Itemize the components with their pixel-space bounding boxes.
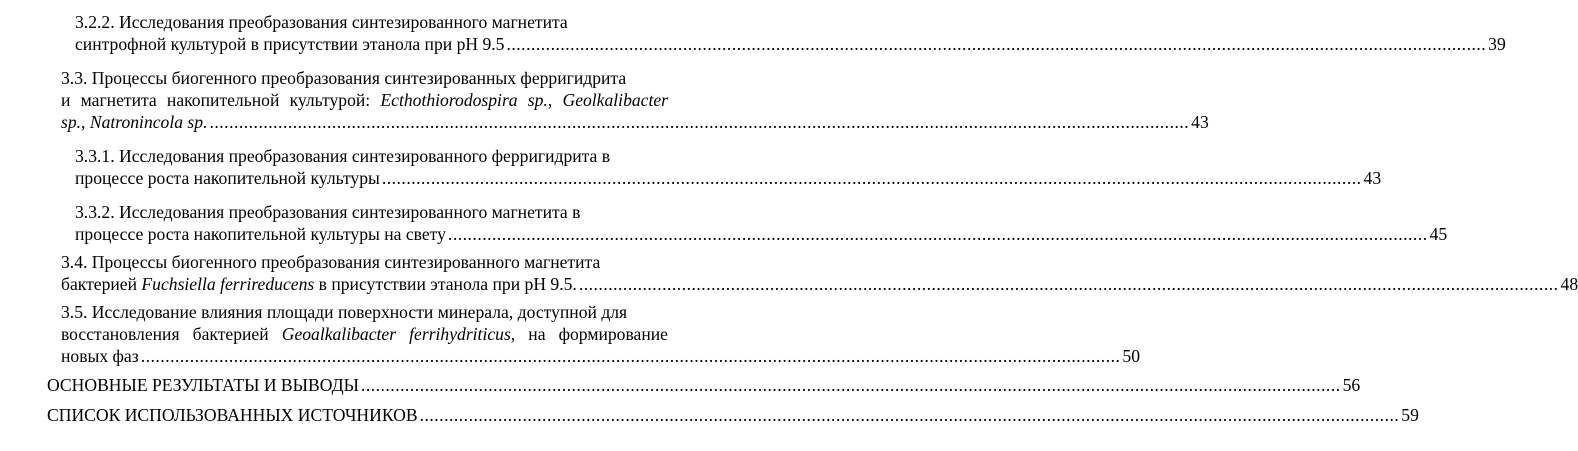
toc-text-fragment: и магнетита накопительной культурой: — [61, 90, 381, 110]
dot-leader: ........................................................................................................................................................................................................ — [360, 375, 1341, 395]
toc-page-number: 50 — [1122, 346, 1140, 366]
toc-entry-3-3-1[interactable] — [75, 145, 1382, 189]
toc-entry-text-line: 3.3. Процессы биогенного преобразования синтезированных ферригидрита — [61, 68, 627, 88]
toc-species-name: Ecthothiorodospira sp. — [380, 90, 548, 110]
toc-entry-last-line — [61, 111, 1209, 133]
toc-text-fragment — [61, 273, 577, 295]
toc-page-number: 48 — [1560, 274, 1578, 294]
toc-text-fragment: восстановления бактерией — [61, 324, 282, 344]
toc-text-fragment — [61, 111, 207, 133]
toc-entry-last-line — [75, 33, 1506, 55]
dot-leader: ........................................................................................................................................................................................................ — [381, 168, 1362, 188]
toc-entry-text-line: 3.3.2. Исследования преобразования синтезированного магнетита в — [75, 202, 581, 222]
dot-leader: ........................................................................................................................................................................................................ — [578, 274, 1559, 294]
toc-text-fragment: , — [81, 112, 90, 132]
toc-entry-main-results[interactable] — [47, 374, 1361, 396]
toc-entry-text-line — [61, 323, 668, 345]
toc-entry-references[interactable] — [47, 404, 1419, 426]
toc-species-name: Natronincola sp. — [89, 112, 208, 132]
toc-species-name: Geolkalibacter — [562, 90, 669, 110]
toc-page-number: 43 — [1191, 112, 1209, 132]
toc-entry-text-line: процессе роста накопительной культуры — [75, 168, 380, 188]
toc-text-fragment: , — [547, 90, 563, 110]
toc-page-number: 45 — [1429, 224, 1448, 244]
toc-entry-text-line — [61, 89, 668, 111]
toc-entry-text-line: 3.4. Процессы биогенного преобразования синтезированного магнетита — [61, 252, 601, 272]
toc-entry-text-line: синтрофной культурой в присутствии этанола при рН 9.5 — [75, 34, 505, 54]
toc-entry-text-line: новых фаз — [61, 346, 139, 366]
toc-entry-text-line: 3.2.2. Исследования преобразования синтезированного магнетита — [75, 12, 568, 32]
toc-page-number: 56 — [1342, 375, 1361, 395]
toc-entry-text-line: процессе роста накопительной культуры на свету — [75, 224, 446, 244]
toc-entry-3-2-2[interactable] — [75, 11, 1506, 55]
toc-entry-title: СПИСОК ИСПОЛЬЗОВАННЫХ ИСТОЧНИКОВ — [47, 405, 418, 425]
toc-text-fragment: , на формирование — [510, 324, 668, 344]
toc-species-name: Geoalkalibacter ferrihydriticus — [281, 324, 511, 344]
toc-entry-3-3-2[interactable] — [75, 201, 1448, 245]
dot-leader: ........................................................................................................................................................................................................ — [447, 224, 1428, 244]
toc-entry-last-line — [61, 273, 1578, 295]
dot-leader: ........................................................................................................................................................................................................ — [140, 346, 1121, 366]
toc-page-number: 43 — [1363, 168, 1382, 188]
dot-leader: ........................................................................................................................................................................................................ — [419, 405, 1400, 425]
toc-entry-3-4[interactable] — [61, 251, 1578, 295]
toc-entry-last-line — [47, 374, 1361, 396]
toc-entry-3-5[interactable] — [61, 301, 1140, 367]
toc-page-number: 59 — [1401, 405, 1419, 425]
toc-species-name: sp. — [61, 112, 82, 132]
toc-text-fragment: бактерией — [61, 274, 142, 294]
toc-entry-last-line — [75, 167, 1382, 189]
dot-leader: ........................................................................................................................................................................................................ — [209, 112, 1190, 132]
toc-entry-text-line: 3.3.1. Исследования преобразования синтезированного ферригидрита в — [75, 146, 611, 166]
toc-species-name: Fuchsiella ferrireducens — [141, 274, 315, 294]
toc-text-fragment: в присутствии этанола при рН 9.5. — [314, 274, 577, 294]
toc-entry-last-line — [75, 223, 1448, 245]
toc-entry-text-line: 3.5. Исследование влияния площади поверхности минерала, доступной для — [61, 302, 628, 322]
toc-entry-3-3[interactable] — [61, 67, 1209, 133]
toc-entry-last-line — [61, 345, 1140, 367]
dot-leader: ........................................................................................................................................................................................................ — [506, 34, 1487, 54]
toc-entry-last-line — [47, 404, 1419, 426]
toc-page-number: 39 — [1488, 34, 1506, 54]
toc-entry-title: ОСНОВНЫЕ РЕЗУЛЬТАТЫ И ВЫВОДЫ — [47, 375, 359, 395]
